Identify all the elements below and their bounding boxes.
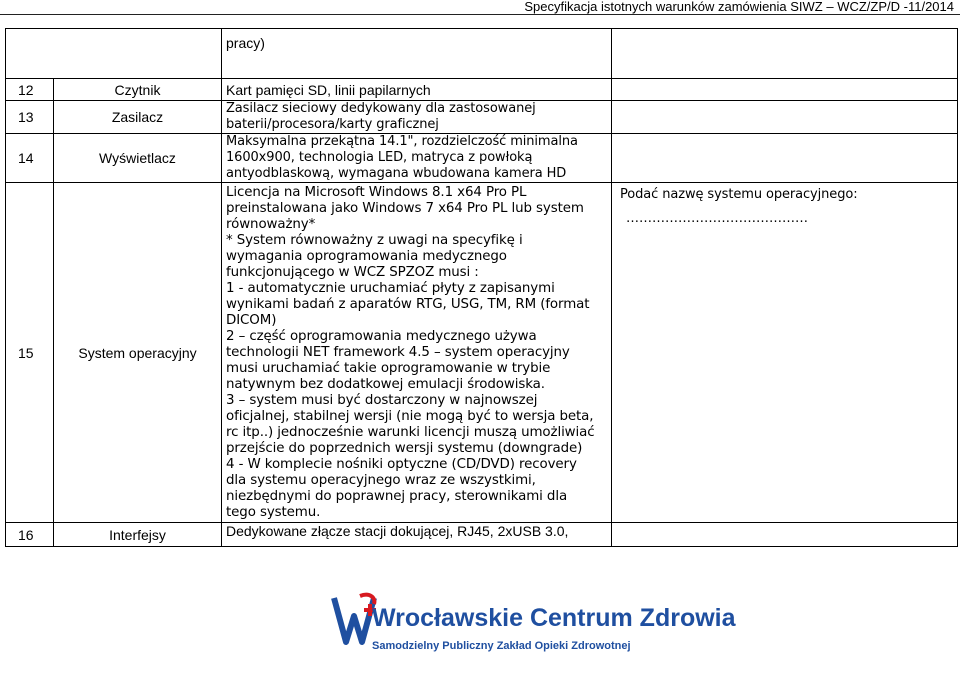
description-line: musi uruchamiać takie oprogramowanie w trybie xyxy=(226,360,551,376)
logo-name: Wrocławskie Centrum Zdrowia xyxy=(372,604,736,632)
description-line: 4 - W komplecie nośniki optyczne (CD/DVD) recovery xyxy=(226,456,577,472)
row-name: Czytnik xyxy=(54,79,222,101)
header-rule xyxy=(0,14,960,15)
table-cell-description xyxy=(222,29,612,79)
table-row xyxy=(6,79,958,101)
description-line: równoważny* xyxy=(226,216,316,232)
description-line: rc itp..) jednocześnie warunki licencji muszą umożliwiać xyxy=(226,424,595,440)
description-line: Zasilacz sieciowy dedykowany dla zastosowanej xyxy=(226,101,536,116)
description-line: 2 – część oprogramowania medycznego używa xyxy=(226,328,537,344)
description-line: DICOM) xyxy=(226,312,277,328)
row-number: 13 xyxy=(6,101,54,134)
table-row xyxy=(6,523,958,547)
table-cell-answer xyxy=(612,101,958,134)
table-cell-answer xyxy=(612,183,958,523)
organization-logo xyxy=(330,590,736,670)
description-line: wynikami badań z aparatów RTG, USG, TM, RM (format xyxy=(226,296,590,312)
row-description xyxy=(222,101,612,134)
logo-subtitle: Samodzielny Publiczny Zakład Opieki Zdrowotnej xyxy=(372,640,631,652)
table-cell-answer xyxy=(612,79,958,101)
description-line: * System równoważny z uwagi na specyfikę i xyxy=(226,232,523,248)
description-line: oficjalnej, stabilnej wersji (nie mogą być to wersja beta, xyxy=(226,408,594,424)
description-line: tego systemu. xyxy=(226,504,321,520)
table-row-continuation xyxy=(6,29,958,79)
description-line: Maksymalna przekątna 14.1", rozdzielczość minimalna xyxy=(226,134,578,149)
row-name: System operacyjny xyxy=(54,183,222,523)
description-line: 1 - automatycznie uruchamiać płyty z zapisanymi xyxy=(226,280,555,296)
description-line: wymagania oprogramowania medycznego xyxy=(226,248,507,264)
row-number: 15 xyxy=(6,183,54,523)
table-cell-answer xyxy=(612,134,958,183)
specification-table xyxy=(5,28,958,547)
row-number: 12 xyxy=(6,79,54,101)
row-number: 16 xyxy=(6,523,54,547)
table-cell-empty xyxy=(6,29,222,79)
continuation-text: pracy) xyxy=(226,35,265,51)
table-row xyxy=(6,101,958,134)
description-line: funkcjonującego w WCZ SPZOZ musi : xyxy=(226,264,479,280)
answer-fill-line: …………………………………… xyxy=(626,211,808,226)
description-line: 3 – system musi być dostarczony w najnowszej xyxy=(226,392,538,408)
row-name: Wyświetlacz xyxy=(54,134,222,183)
table-cell-answer xyxy=(612,523,958,547)
description-line: Kart pamięci SD, linii papilarnych xyxy=(226,81,431,98)
row-description xyxy=(222,523,612,547)
description-line: baterii/procesora/karty graficznej xyxy=(226,117,439,132)
row-name: Interfejsy xyxy=(54,523,222,547)
row-name: Zasilacz xyxy=(54,101,222,134)
table-row xyxy=(6,134,958,183)
description-line: technologii NET framework 4.5 – system operacyjny xyxy=(226,344,570,360)
row-description xyxy=(222,79,612,101)
description-line: niezbędnymi do poprawnej pracy, sterownikami dla xyxy=(226,488,568,504)
description-line: Dedykowane złącze stacji dokującej, RJ45, 2xUSB 3.0, xyxy=(226,523,569,539)
description-line: przejście do poprzednich wersji systemu (downgrade) xyxy=(226,440,583,456)
description-line: natywnym bez dodatkowej emulacji środowiska. xyxy=(226,376,545,392)
description-line: Licencja na Microsoft Windows 8.1 x64 Pro PL xyxy=(226,184,527,200)
table-cell-answer xyxy=(612,29,958,79)
row-description xyxy=(222,134,612,183)
description-line: antyodblaskową, wymagana wbudowana kamera HD xyxy=(226,166,567,181)
document-header: Specyfikacja istotnych warunków zamówienia SIWZ – WCZ/ZP/D -11/2014 xyxy=(524,0,954,14)
description-line: preinstalowana jako Windows 7 x64 Pro PL lub system xyxy=(226,200,584,216)
description-line: dla systemu operacyjnego wraz ze wszystkimi, xyxy=(226,472,536,488)
row-number: 14 xyxy=(6,134,54,183)
table-row xyxy=(6,183,958,523)
logo-w-mark-icon xyxy=(330,590,378,650)
description-line: 1600x900, technologia LED, matryca z powłoką xyxy=(226,150,533,165)
row-description xyxy=(222,183,612,523)
answer-prompt: Podać nazwę systemu operacyjnego: xyxy=(620,187,858,202)
